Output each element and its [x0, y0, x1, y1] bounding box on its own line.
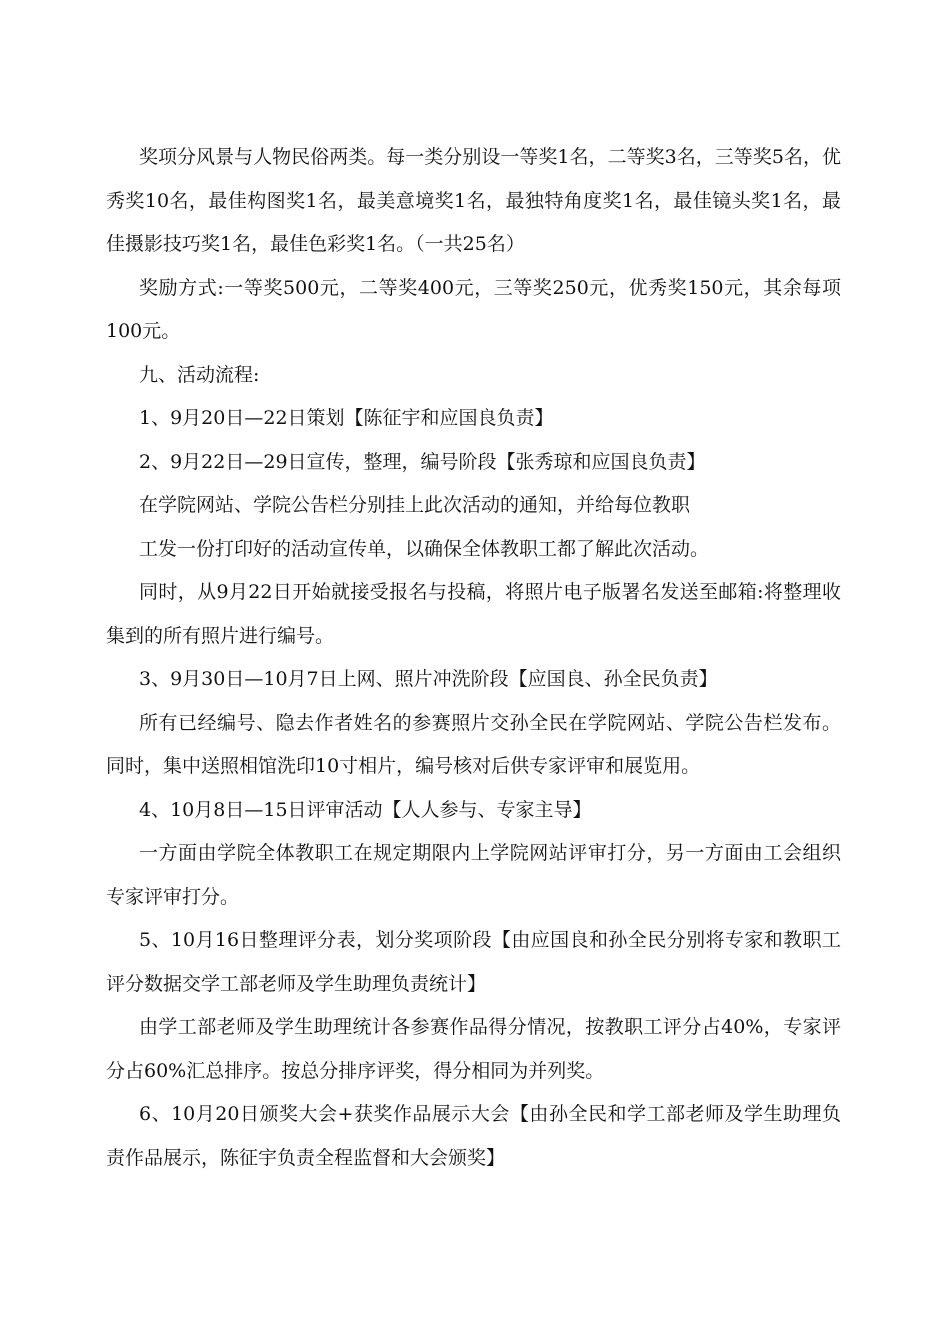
step-4-detail: 一方面由学院全体教职工在规定期限内上学院网站评审打分，另一方面由工会组织专家评审打分。 [106, 842, 841, 908]
step-5-detail: 由学工部老师及学生助理统计各参赛作品得分情况，按教职工评分占40%，专家评分占60%汇总排序。按总分排序评奖，得分相同为并列奖。 [106, 1016, 841, 1082]
step-6-ceremony: 6、10月20日颁奖大会+获奖作品展示大会【由孙全民和学工部老师及学生助理负责作品展示，陈征宇负责全程监督和大会颁奖】 [106, 1103, 841, 1169]
section-heading-activity-process: 九、活动流程: [139, 363, 260, 386]
document-body [106, 136, 841, 1180]
step-2-detail-submission: 同时，从9月22日开始就接受报名与投稿，将照片电子版署名发送至邮箱:将整理收集到的所有照片进行编号。 [106, 581, 841, 647]
paragraph-reward-method: 奖励方式:一等奖500元，二等奖400元，三等奖250元，优秀奖150元，其余每项100元。 [106, 276, 841, 342]
step-3-detail: 所有已经编号、隐去作者姓名的参赛照片交孙全民在学院网站、学院公告栏发布。同时，集中送照相馆洗印10寸相片，编号核对后供专家评审和展览用。 [106, 711, 841, 777]
step-5-scoring: 5、10月16日整理评分表，划分奖项阶段【由应国良和孙全民分别将专家和教职工评分数据交学工部老师及学生助理负责统计】 [106, 929, 841, 995]
paragraph-awards-categories: 奖项分风景与人物民俗两类。每一类分别设一等奖1名，二等奖3名，三等奖5名，优秀奖10名，最佳构图奖1名，最美意境奖1名，最独特角度奖1名，最佳镜头奖1名，最佳摄影技巧奖1名，最佳色彩奖1名。（一共25名） [106, 146, 841, 255]
step-2-detail-line-1: 在学院网站、学院公告栏分别挂上此次活动的通知，并给每位教职 [139, 494, 691, 516]
step-2-detail-line-2: 工发一份打印好的活动宣传单，以确保全体教职工都了解此次活动。 [139, 537, 710, 560]
step-2-publicity: 2、9月22日—29日宣传，整理，编号阶段【张秀琼和应国良负责】 [139, 450, 706, 473]
step-4-review: 4、10月8日—15日评审活动【人人参与、专家主导】 [139, 798, 592, 821]
step-3-online-printing: 3、9月30日—10月7日上网、照片冲洗阶段【应国良、孙全民负责】 [139, 668, 718, 690]
step-1-planning: 1、9月20日—22日策划【陈征宇和应国良负责】 [139, 407, 554, 429]
